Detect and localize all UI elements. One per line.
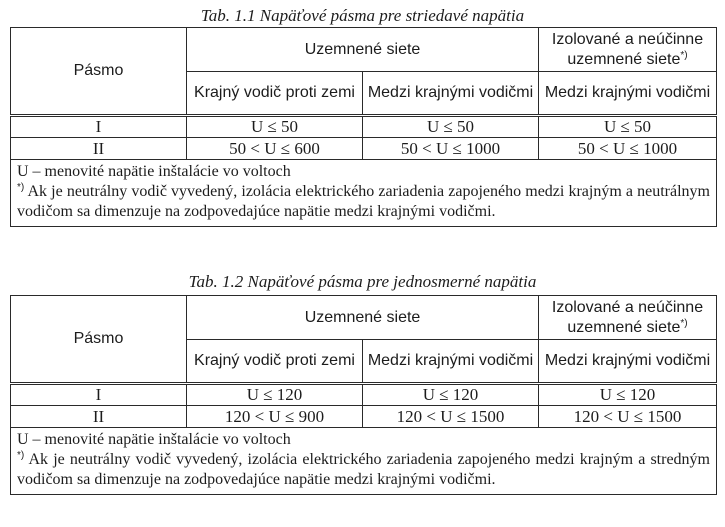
footnote-marker: *) xyxy=(17,182,25,193)
izolovane-line-1: Izolované a neúčinne xyxy=(551,298,704,316)
value-cell: 120 < U ≤ 1500 xyxy=(363,406,539,428)
header-krajny-vodic: Krajný vodič proti zemi xyxy=(187,72,363,116)
notes-row xyxy=(11,160,717,227)
value-cell: U ≤ 120 xyxy=(539,384,717,406)
value-cell: 50 < U ≤ 1000 xyxy=(539,138,717,160)
note-footnote xyxy=(17,450,710,490)
value-cell: U ≤ 120 xyxy=(363,384,539,406)
header-uzemnene-siete: Uzemnené siete xyxy=(187,28,539,72)
note-unit: U – menovité napätie inštalácie vo voltoch xyxy=(17,163,291,180)
footnote-text: Ak je neutrálny vodič vyvedený, izolácia elektrického zariadenia zapojeného medzi krajným a stredným vodičom sa dimenzuje na zodpovedajúce napätie medzi krajnými vodičmi. xyxy=(17,451,710,488)
table-notes xyxy=(11,160,717,227)
value-cell: 50 < U ≤ 600 xyxy=(187,138,363,160)
value-cell: U ≤ 50 xyxy=(187,116,363,138)
table-row xyxy=(11,116,717,138)
table-row xyxy=(11,384,717,406)
value-cell: 120 < U ≤ 1500 xyxy=(539,406,717,428)
footnote-marker: *) xyxy=(680,49,688,61)
header-pasmo: Pásmo xyxy=(11,296,187,384)
table-1-caption: Tab. 1.1 Napäťové pásma pre striedavé napätia xyxy=(200,6,525,25)
voltage-bands-dc-table xyxy=(10,295,717,495)
header-medzi-krajnymi-2: Medzi krajnými vodičmi xyxy=(539,340,717,384)
table-notes xyxy=(11,428,717,495)
header-izolovane-siete xyxy=(539,28,717,72)
header-pasmo: Pásmo xyxy=(11,28,187,116)
header-row-1 xyxy=(11,296,717,340)
izolovane-line-2: uzemnené siete xyxy=(567,318,681,336)
header-krajny-vodic: Krajný vodič proti zemi xyxy=(187,340,363,384)
header-uzemnene-siete: Uzemnené siete xyxy=(187,296,539,340)
header-row-1 xyxy=(11,28,717,72)
value-cell: U ≤ 50 xyxy=(539,116,717,138)
voltage-bands-ac-table xyxy=(10,27,717,227)
value-cell: U ≤ 120 xyxy=(187,384,363,406)
footnote-marker: *) xyxy=(680,317,688,329)
footnote-text: Ak je neutrálny vodič vyvedený, izolácia elektrického zariadenia zapojeného medzi krajným a neutrálnym vodičom sa dimenzuje na zodpovedajúce napätie medzi krajnými vodičmi. xyxy=(17,183,711,220)
footnote-marker: *) xyxy=(17,450,25,461)
band-cell: II xyxy=(11,406,187,428)
table-row xyxy=(11,406,717,428)
note-footnote xyxy=(17,182,710,222)
band-cell: I xyxy=(11,384,187,406)
value-cell: 50 < U ≤ 1000 xyxy=(363,138,539,160)
header-izolovane-siete xyxy=(539,296,717,340)
header-medzi-krajnymi-2: Medzi krajnými vodičmi xyxy=(539,72,717,116)
band-cell: II xyxy=(11,138,187,160)
table-2-caption: Tab. 1.2 Napäťové pásma pre jednosmerné napätia xyxy=(188,272,537,291)
value-cell: U ≤ 50 xyxy=(363,116,539,138)
value-cell: 120 < U ≤ 900 xyxy=(187,406,363,428)
table-row xyxy=(11,138,717,160)
band-cell: I xyxy=(11,116,187,138)
notes-row xyxy=(11,428,717,495)
header-medzi-krajnymi-1: Medzi krajnými vodičmi xyxy=(363,340,539,384)
izolovane-line-1: Izolované a neúčinne xyxy=(551,30,704,48)
izolovane-line-2: uzemnené siete xyxy=(567,50,681,68)
note-unit: U – menovité napätie inštalácie vo voltoch xyxy=(17,431,291,448)
header-medzi-krajnymi-1: Medzi krajnými vodičmi xyxy=(363,72,539,116)
